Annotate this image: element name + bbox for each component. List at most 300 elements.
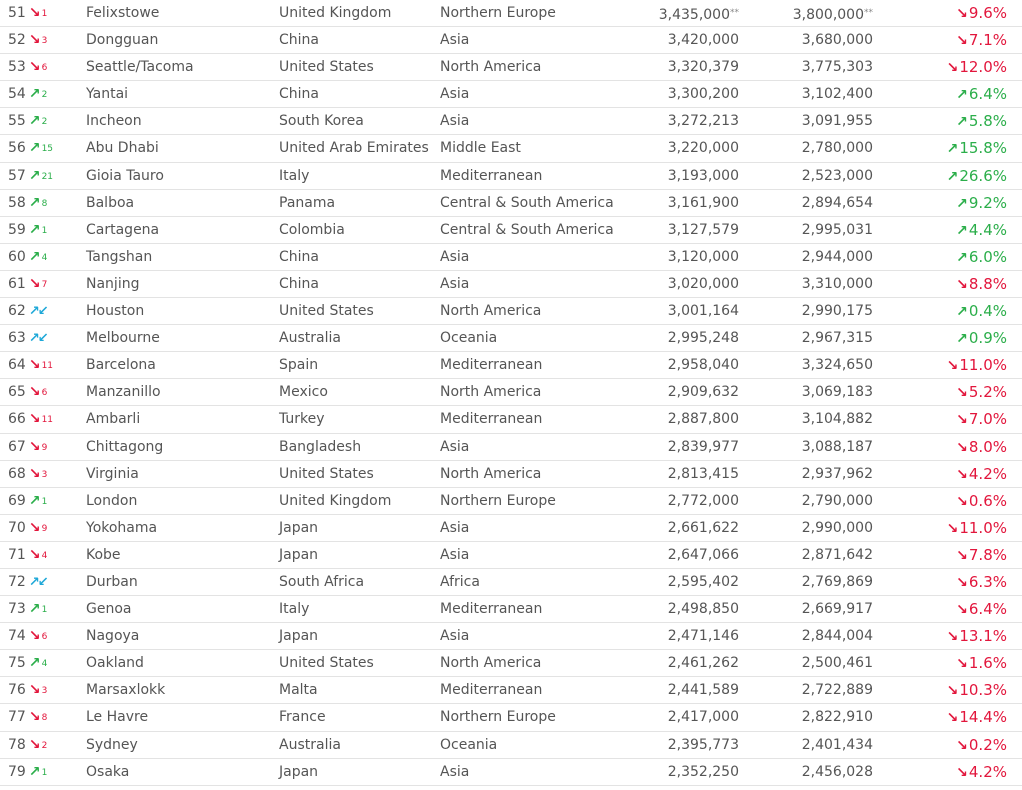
country-name: Australia bbox=[279, 330, 341, 347]
footnote-marker: ** bbox=[730, 8, 739, 18]
teu-2017-value: 3,104,882 bbox=[801, 411, 873, 428]
country-name: Australia bbox=[279, 736, 341, 753]
arrow-up-right-icon: ↗ bbox=[946, 168, 959, 185]
teu-2017-value: 2,722,889 bbox=[801, 682, 873, 699]
rank-movement bbox=[29, 217, 47, 244]
rank-movement-amount: 3 bbox=[41, 686, 48, 697]
table-row bbox=[0, 54, 1022, 81]
region-name: Asia bbox=[440, 546, 470, 563]
country-name: Bangladesh bbox=[279, 438, 362, 455]
teu-2017-value-cell bbox=[740, 434, 873, 460]
region-name: North America bbox=[440, 384, 542, 401]
change-percent: 6.0% bbox=[968, 247, 1007, 266]
arrow-up-right-icon: ↗ bbox=[28, 221, 41, 238]
table-row bbox=[0, 542, 1022, 569]
table-row bbox=[0, 434, 1022, 461]
change-percent: 8.0% bbox=[968, 437, 1007, 456]
table-row bbox=[0, 704, 1022, 731]
arrow-up-right-icon: ↗ bbox=[956, 222, 968, 239]
rank-movement-amount: 8 bbox=[41, 713, 48, 724]
rank-number: 54 bbox=[8, 86, 26, 103]
rank-movement bbox=[29, 542, 47, 569]
rank-number: 77 bbox=[8, 709, 26, 726]
port-name: Sydney bbox=[86, 736, 138, 753]
region-name: Middle East bbox=[440, 140, 521, 157]
teu-2018-value-cell bbox=[600, 515, 739, 541]
rank-cell bbox=[8, 108, 78, 134]
teu-2017-value-cell bbox=[740, 352, 873, 378]
arrow-down-right-icon: ↘ bbox=[956, 574, 968, 591]
footnote-marker: ** bbox=[864, 8, 873, 18]
country-name: United States bbox=[279, 59, 374, 76]
arrow-down-right-icon: ↘ bbox=[946, 710, 959, 727]
arrow-down-right-icon: ↘ bbox=[28, 59, 41, 76]
rank-cell bbox=[8, 163, 78, 189]
change-percent: 9.6% bbox=[968, 4, 1007, 22]
teu-2017-value-cell bbox=[740, 732, 873, 758]
rank-movement-amount: 6 bbox=[41, 632, 48, 643]
teu-2017-value: 2,944,000 bbox=[801, 248, 873, 265]
rank-cell bbox=[8, 0, 78, 26]
port-name: Dongguan bbox=[86, 32, 159, 49]
region-name: Mediterranean bbox=[440, 411, 543, 428]
rank-cell bbox=[8, 81, 78, 107]
rank-movement bbox=[29, 27, 47, 54]
teu-2018-value: 3,193,000 bbox=[667, 167, 739, 184]
teu-2018-value: 2,461,262 bbox=[667, 655, 739, 672]
rank-cell bbox=[8, 569, 78, 595]
rank-cell bbox=[8, 759, 78, 785]
arrow-down-right-icon: ↘ bbox=[956, 764, 968, 781]
rank-movement bbox=[29, 434, 47, 461]
teu-2017-value-cell bbox=[740, 190, 873, 216]
region-name: North America bbox=[440, 303, 542, 320]
teu-2017-value: 2,844,004 bbox=[801, 628, 873, 645]
table-row bbox=[0, 352, 1022, 379]
change-cell bbox=[900, 759, 1007, 785]
rank-cell bbox=[8, 650, 78, 676]
arrow-down-right-icon: ↘ bbox=[946, 520, 959, 537]
port-name: Cartagena bbox=[86, 221, 160, 238]
change-percent: 5.8% bbox=[968, 112, 1007, 131]
teu-2017-value-cell bbox=[740, 596, 873, 622]
teu-2017-value: 3,069,183 bbox=[801, 384, 873, 401]
teu-2017-value: 2,967,315 bbox=[801, 330, 873, 347]
teu-2018-value-cell bbox=[600, 461, 739, 487]
rank-cell bbox=[8, 406, 78, 432]
teu-2017-value-cell bbox=[740, 163, 873, 189]
teu-2017-value-cell bbox=[740, 271, 873, 297]
arrow-up-right-icon: ↗ bbox=[946, 141, 959, 158]
arrow-down-right-icon: ↘ bbox=[28, 411, 41, 428]
teu-2017-value-cell bbox=[740, 569, 873, 595]
teu-2018-value: 3,435,000 bbox=[658, 7, 730, 23]
change-percent: 7.1% bbox=[968, 31, 1007, 50]
region-name: Africa bbox=[440, 573, 480, 590]
table-row bbox=[0, 81, 1022, 108]
arrow-down-right-icon: ↘ bbox=[956, 33, 968, 50]
country-name: Japan bbox=[279, 628, 319, 645]
change-percent: 0.9% bbox=[968, 329, 1007, 348]
rank-cell bbox=[8, 677, 78, 703]
country-name: Panama bbox=[279, 194, 336, 211]
rank-cell bbox=[8, 298, 78, 324]
teu-2018-value: 3,220,000 bbox=[667, 140, 739, 157]
teu-2018-value-cell bbox=[600, 569, 739, 595]
rank-movement-amount: 1 bbox=[41, 767, 48, 778]
arrow-down-right-icon: ↘ bbox=[956, 602, 968, 619]
rank-movement bbox=[29, 759, 47, 786]
region-name: Asia bbox=[440, 86, 470, 103]
change-cell bbox=[900, 298, 1007, 324]
change-cell bbox=[900, 650, 1007, 676]
port-name: Barcelona bbox=[86, 357, 156, 374]
arrow-down-right-icon: ↘ bbox=[28, 438, 41, 455]
rank-movement bbox=[29, 135, 53, 162]
change-cell bbox=[900, 190, 1007, 216]
arrow-down-right-icon: ↘ bbox=[28, 628, 41, 645]
change-cell bbox=[900, 325, 1007, 351]
rank-cell bbox=[8, 217, 78, 243]
country-name: China bbox=[279, 248, 319, 265]
port-name: Abu Dhabi bbox=[86, 140, 159, 157]
region-name: Oceania bbox=[440, 330, 498, 347]
rank-cell bbox=[8, 732, 78, 758]
table-row bbox=[0, 759, 1022, 786]
table-row bbox=[0, 379, 1022, 406]
arrows-converge-icon: ↗↙ bbox=[28, 304, 47, 320]
arrow-up-right-icon: ↗ bbox=[956, 331, 968, 348]
table-row bbox=[0, 406, 1022, 433]
change-percent: 8.8% bbox=[968, 274, 1007, 293]
rank-number: 64 bbox=[8, 357, 26, 374]
teu-2018-value-cell bbox=[600, 379, 739, 405]
teu-2018-value-cell bbox=[600, 190, 739, 216]
port-name: Yantai bbox=[86, 86, 129, 103]
rank-number: 70 bbox=[8, 519, 26, 536]
change-cell bbox=[900, 677, 1007, 703]
rank-cell bbox=[8, 54, 78, 80]
rank-movement-amount: 3 bbox=[41, 469, 48, 480]
teu-2017-value-cell bbox=[740, 244, 873, 270]
rank-movement bbox=[29, 623, 47, 650]
rank-cell bbox=[8, 325, 78, 351]
port-name: Virginia bbox=[86, 465, 139, 482]
region-name: Asia bbox=[440, 275, 470, 292]
port-name: Gioia Tauro bbox=[86, 167, 164, 184]
teu-2018-value: 3,272,213 bbox=[667, 113, 739, 130]
teu-2018-value-cell bbox=[600, 759, 739, 785]
rank-movement bbox=[29, 488, 47, 515]
teu-2018-value: 3,020,000 bbox=[667, 275, 739, 292]
rank-cell bbox=[8, 271, 78, 297]
teu-2018-value: 3,001,164 bbox=[667, 303, 739, 320]
change-cell bbox=[900, 244, 1007, 270]
change-percent: 0.6% bbox=[968, 491, 1007, 510]
teu-2017-value: 2,937,962 bbox=[801, 465, 873, 482]
arrow-up-right-icon: ↗ bbox=[28, 194, 41, 211]
country-name: Italy bbox=[279, 167, 310, 184]
change-percent: 9.2% bbox=[968, 193, 1007, 212]
arrow-up-right-icon: ↗ bbox=[28, 655, 41, 672]
change-percent: 13.1% bbox=[959, 627, 1007, 646]
teu-2018-value: 2,909,632 bbox=[667, 384, 739, 401]
country-name: United Arab Emirates bbox=[279, 140, 429, 157]
change-cell bbox=[900, 135, 1007, 161]
teu-2018-value: 2,417,000 bbox=[667, 709, 739, 726]
change-cell bbox=[900, 217, 1007, 243]
rank-movement bbox=[29, 326, 48, 352]
change-cell bbox=[900, 0, 1007, 26]
teu-2017-value-cell bbox=[740, 542, 873, 568]
teu-2017-value: 2,769,869 bbox=[801, 573, 873, 590]
port-name: Tangshan bbox=[86, 248, 153, 265]
rank-movement bbox=[29, 271, 47, 298]
arrow-down-right-icon: ↘ bbox=[956, 439, 968, 456]
rank-cell bbox=[8, 542, 78, 568]
teu-2017-value-cell bbox=[740, 379, 873, 405]
teu-2018-value: 2,813,415 bbox=[667, 465, 739, 482]
change-cell bbox=[900, 108, 1007, 134]
teu-2018-value-cell bbox=[600, 325, 739, 351]
table-row bbox=[0, 271, 1022, 298]
teu-2017-value-cell bbox=[740, 27, 873, 53]
teu-2017-value: 3,800,000 bbox=[792, 7, 864, 23]
port-name: Chittagong bbox=[86, 438, 164, 455]
region-name: Northern Europe bbox=[440, 5, 556, 21]
rank-movement bbox=[29, 515, 47, 542]
teu-2017-value-cell bbox=[740, 108, 873, 134]
rank-movement-amount: 4 bbox=[41, 659, 48, 670]
rank-movement bbox=[29, 650, 47, 677]
rank-movement-amount: 6 bbox=[41, 63, 48, 74]
region-name: North America bbox=[440, 59, 542, 76]
region-name: Asia bbox=[440, 438, 470, 455]
change-percent: 6.3% bbox=[968, 572, 1007, 591]
region-name: Central & South America bbox=[440, 221, 614, 238]
change-cell bbox=[900, 596, 1007, 622]
teu-2018-value: 2,595,402 bbox=[667, 573, 739, 590]
country-name: United States bbox=[279, 303, 374, 320]
teu-2018-value-cell bbox=[600, 542, 739, 568]
arrow-down-right-icon: ↘ bbox=[946, 60, 959, 77]
rank-movement bbox=[29, 570, 48, 596]
change-percent: 7.0% bbox=[968, 410, 1007, 429]
teu-2017-value-cell bbox=[740, 81, 873, 107]
teu-2017-value-cell bbox=[740, 759, 873, 785]
table-row bbox=[0, 298, 1022, 325]
change-percent: 14.4% bbox=[959, 708, 1007, 727]
arrow-down-right-icon: ↘ bbox=[956, 412, 968, 429]
teu-2017-value: 2,790,000 bbox=[801, 492, 873, 509]
teu-2017-value-cell bbox=[740, 217, 873, 243]
rank-movement-amount: 4 bbox=[41, 550, 48, 561]
change-cell bbox=[900, 352, 1007, 378]
arrow-up-right-icon: ↗ bbox=[28, 113, 41, 130]
rank-number: 52 bbox=[8, 32, 26, 49]
table-row bbox=[0, 0, 1022, 27]
rank-movement bbox=[29, 461, 47, 488]
port-name: Le Havre bbox=[86, 709, 149, 726]
teu-2018-value: 2,647,066 bbox=[667, 546, 739, 563]
rank-number: 76 bbox=[8, 682, 26, 699]
rank-movement bbox=[29, 379, 47, 406]
change-cell bbox=[900, 406, 1007, 432]
rank-number: 71 bbox=[8, 546, 26, 563]
country-name: China bbox=[279, 275, 319, 292]
change-percent: 12.0% bbox=[959, 58, 1007, 77]
region-name: Central & South America bbox=[440, 194, 614, 211]
rank-movement bbox=[29, 704, 47, 731]
teu-2017-value: 3,310,000 bbox=[801, 275, 873, 292]
rank-number: 66 bbox=[8, 411, 26, 428]
arrow-down-right-icon: ↘ bbox=[946, 358, 959, 375]
arrow-down-right-icon: ↘ bbox=[956, 493, 968, 510]
change-cell bbox=[900, 704, 1007, 730]
region-name: Asia bbox=[440, 248, 470, 265]
rank-number: 65 bbox=[8, 384, 26, 401]
rank-movement-amount: 1 bbox=[41, 225, 48, 236]
rank-cell bbox=[8, 515, 78, 541]
arrow-up-right-icon: ↗ bbox=[28, 763, 41, 780]
change-cell bbox=[900, 379, 1007, 405]
change-percent: 4.4% bbox=[968, 220, 1007, 239]
teu-2017-value: 3,102,400 bbox=[801, 86, 873, 103]
teu-2018-value: 2,995,248 bbox=[667, 330, 739, 347]
region-name: Mediterranean bbox=[440, 167, 543, 184]
rank-number: 74 bbox=[8, 628, 26, 645]
port-name: Melbourne bbox=[86, 330, 160, 347]
change-percent: 11.0% bbox=[959, 356, 1007, 375]
change-cell bbox=[900, 163, 1007, 189]
arrow-down-right-icon: ↘ bbox=[956, 547, 968, 564]
rank-movement bbox=[29, 81, 47, 108]
arrow-up-right-icon: ↗ bbox=[956, 249, 968, 266]
teu-2017-value-cell bbox=[740, 650, 873, 676]
teu-2018-value: 2,772,000 bbox=[667, 492, 739, 509]
teu-2018-value: 2,498,850 bbox=[667, 601, 739, 618]
change-percent: 0.2% bbox=[968, 735, 1007, 754]
arrow-down-right-icon: ↘ bbox=[28, 275, 41, 292]
arrow-up-right-icon: ↗ bbox=[28, 140, 41, 157]
change-percent: 26.6% bbox=[959, 166, 1007, 185]
port-name: Balboa bbox=[86, 194, 135, 211]
change-cell bbox=[900, 434, 1007, 460]
teu-2018-value-cell bbox=[600, 217, 739, 243]
rank-movement bbox=[29, 244, 47, 271]
rank-movement-amount: 21 bbox=[41, 171, 54, 182]
table-row bbox=[0, 461, 1022, 488]
rank-number: 69 bbox=[8, 492, 26, 509]
arrow-down-right-icon: ↘ bbox=[956, 466, 968, 483]
teu-2018-value: 2,661,622 bbox=[667, 519, 739, 536]
teu-2018-value-cell bbox=[600, 406, 739, 432]
teu-2018-value-cell bbox=[600, 108, 739, 134]
rank-movement-amount: 8 bbox=[41, 198, 48, 209]
country-name: China bbox=[279, 32, 319, 49]
rank-movement-amount: 1 bbox=[41, 496, 48, 507]
teu-2018-value-cell bbox=[600, 81, 739, 107]
teu-2017-value-cell bbox=[740, 677, 873, 703]
port-name: Kobe bbox=[86, 546, 121, 563]
teu-2018-value-cell bbox=[600, 677, 739, 703]
port-name: Ambarli bbox=[86, 411, 141, 428]
teu-2018-value: 2,839,977 bbox=[667, 438, 739, 455]
rank-movement bbox=[29, 54, 47, 81]
arrow-down-right-icon: ↘ bbox=[956, 276, 968, 293]
port-name: Houston bbox=[86, 303, 145, 320]
table-row bbox=[0, 677, 1022, 704]
change-percent: 11.0% bbox=[959, 518, 1007, 537]
change-cell bbox=[900, 81, 1007, 107]
rank-number: 67 bbox=[8, 438, 26, 455]
teu-2017-value: 2,995,031 bbox=[801, 221, 873, 238]
arrow-down-right-icon: ↘ bbox=[28, 546, 41, 563]
arrow-up-right-icon: ↗ bbox=[28, 86, 41, 103]
port-name: Nanjing bbox=[86, 275, 140, 292]
teu-2017-value: 3,680,000 bbox=[801, 32, 873, 49]
country-name: United States bbox=[279, 655, 374, 672]
arrow-down-right-icon: ↘ bbox=[956, 656, 968, 673]
arrow-up-right-icon: ↗ bbox=[956, 114, 968, 131]
rank-number: 75 bbox=[8, 655, 26, 672]
rank-cell bbox=[8, 461, 78, 487]
teu-2017-value-cell bbox=[740, 461, 873, 487]
teu-2018-value-cell bbox=[600, 244, 739, 270]
rank-cell bbox=[8, 190, 78, 216]
rank-movement bbox=[29, 0, 47, 27]
arrow-down-right-icon: ↘ bbox=[956, 385, 968, 402]
table-row bbox=[0, 135, 1022, 162]
rank-number: 63 bbox=[8, 330, 26, 347]
rank-movement-amount: 7 bbox=[41, 279, 48, 290]
table-row bbox=[0, 569, 1022, 596]
rank-number: 79 bbox=[8, 763, 26, 780]
country-name: Japan bbox=[279, 546, 319, 563]
arrow-down-right-icon: ↘ bbox=[28, 519, 41, 536]
table-row bbox=[0, 325, 1022, 352]
table-row bbox=[0, 515, 1022, 542]
teu-2017-value-cell bbox=[740, 298, 873, 324]
country-name: France bbox=[279, 709, 326, 726]
arrow-down-right-icon: ↘ bbox=[956, 737, 968, 754]
rank-movement-amount: 2 bbox=[41, 740, 48, 751]
teu-2017-value-cell bbox=[740, 135, 873, 161]
teu-2018-value-cell bbox=[600, 704, 739, 730]
rank-number: 60 bbox=[8, 248, 26, 265]
region-name: Asia bbox=[440, 519, 470, 536]
teu-2018-value-cell bbox=[600, 596, 739, 622]
rank-movement-amount: 9 bbox=[41, 523, 48, 534]
table-row bbox=[0, 217, 1022, 244]
teu-2018-value-cell bbox=[600, 352, 739, 378]
teu-2017-value-cell bbox=[740, 0, 873, 26]
rank-number: 58 bbox=[8, 194, 26, 211]
rank-number: 73 bbox=[8, 601, 26, 618]
port-name: Incheon bbox=[86, 113, 142, 130]
teu-2017-value-cell bbox=[740, 54, 873, 80]
rank-cell bbox=[8, 623, 78, 649]
teu-2018-value: 3,127,579 bbox=[667, 221, 739, 238]
change-percent: 5.2% bbox=[968, 383, 1007, 402]
country-name: Malta bbox=[279, 682, 318, 699]
port-name: London bbox=[86, 492, 138, 509]
teu-2018-value: 2,887,800 bbox=[667, 411, 739, 428]
rank-movement-amount: 4 bbox=[41, 252, 48, 263]
region-name: North America bbox=[440, 465, 542, 482]
teu-2017-value: 2,669,917 bbox=[801, 601, 873, 618]
port-name: Genoa bbox=[86, 601, 132, 618]
